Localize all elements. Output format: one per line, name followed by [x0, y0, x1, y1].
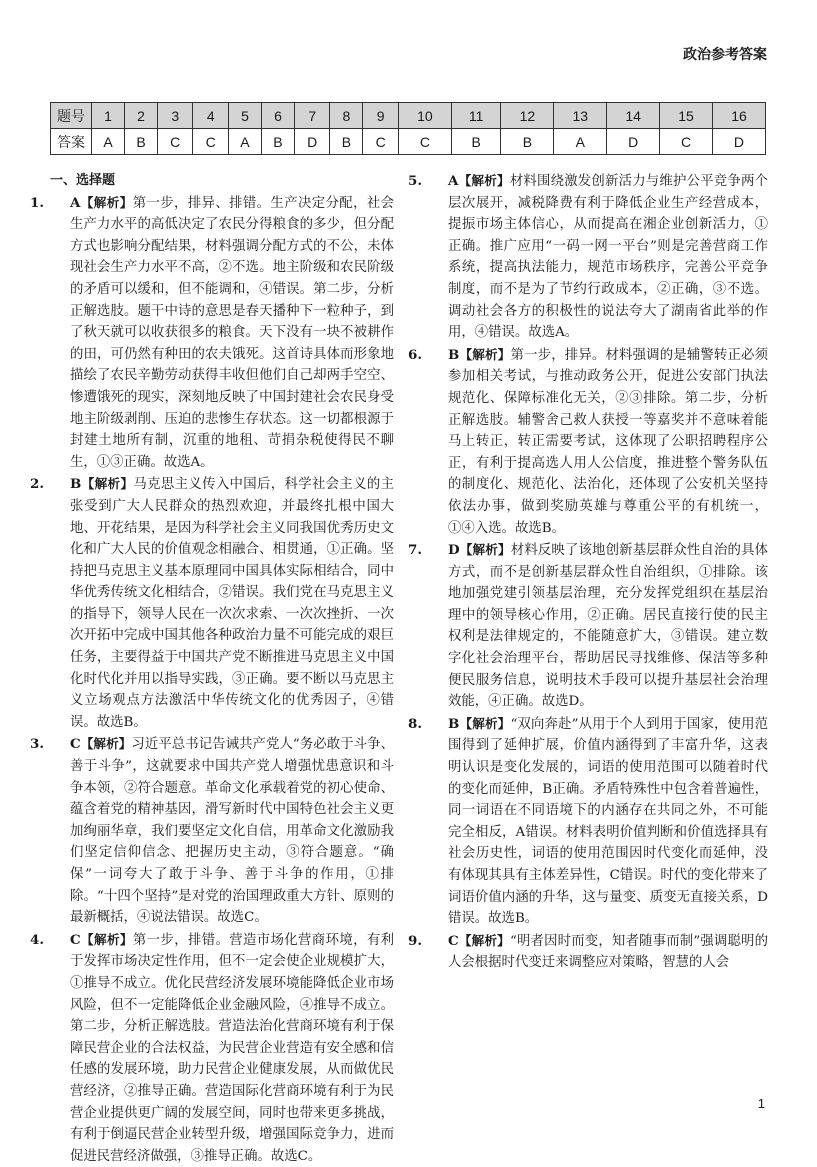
- explanation-item: [408, 930, 768, 974]
- item-text: 第一步，排异。材料强调的是辅警转正必须参加相关考试，与推动政务公开，促进公安部门执法规范化、保障标准化无关，②③排除。第二步，分析正解选肢。辅警舍己救人获授一等嘉奖并不意味着能马上转正，转正需要考试，这体现了公职招聘程序公正，有利于提高选人用人公信度，推进整个警务队伍的制度化、规范化、法治化，还体现了公安机关坚持依法办事，做到奖励英雄与尊重公平的有机统一，①④入选。故选B。: [448, 347, 768, 536]
- item-analysis-tag: 【解析】: [458, 932, 510, 948]
- answer-row: [51, 129, 766, 155]
- question-number-cell: 9: [363, 103, 398, 129]
- question-number-cell: 11: [451, 103, 501, 129]
- item-text: 习近平总书记告诫共产党人“务必敢于斗争、善于斗争”，这就要求中国共产党人增强忧患意识和斗争本领，②符合题意。革命文化承载着党的初心使命、蕴含着党的精神基因，滑写新时代中国特色社会主义更加绚丽华章，我们要坚定文化自信，用革命文化激励我们坚定信仰信念、把握历史主动，③符合题意。“确保”一词夸大了敢于斗争、善于斗争的作用，①排除。“十四个坚持”是对党的治国理政重大方针、原则的最新概括，④说法错误。故选C。: [70, 737, 394, 926]
- item-answer: A: [448, 173, 459, 189]
- explanation-item: [408, 170, 768, 344]
- answer-cell: A: [228, 129, 261, 155]
- item-number: 3.: [30, 736, 44, 753]
- item-text: 第一步，排错。营造市场化营商环境，有利于发挥市场决定性作用，但不一定会使企业规模扩大，①推导不成立。优化民营经济发展环境能降低企业市场风险，但不一定能降低企业金融风险，④推导不成立。第二步，分析正解选肢。营造法治化营商环境有利于保障民营企业的合法权益，为民营企业营造有安全感和信任感的发展环境，助力民营企业健康发展，从而做优民营经济，②推导正确。营造国际化营商环境有利于为民营企业提供更广阔的发展空间，同时也带来更多挑战，有利于倒逼民营企业转型升级，增强国际竞争力，进而促进民营经济做强，③推导正确。故选C。: [70, 932, 395, 1164]
- item-analysis-tag: 【解析】: [80, 931, 133, 947]
- page-header-title: 政治参考答案: [683, 47, 767, 63]
- answer-cell: C: [158, 129, 193, 155]
- question-number-cell: 6: [261, 103, 294, 129]
- section-title: 一、选择题: [50, 173, 116, 188]
- item-analysis-tag: 【解析】: [81, 476, 134, 492]
- item-number: 7.: [408, 542, 422, 559]
- answer-cell: B: [125, 129, 158, 155]
- question-number-cell: 1: [92, 103, 125, 129]
- item-answer: C: [448, 932, 459, 949]
- item-number: 5.: [408, 173, 422, 189]
- item-answer: B: [448, 715, 460, 732]
- page-number: 1: [757, 1096, 765, 1111]
- explanation-item: [30, 733, 394, 928]
- question-number-cell: 2: [125, 103, 158, 129]
- explanation-item: [30, 929, 395, 1167]
- item-text: 材料围绕激发创新活力与维护公平竞争两个层次展开，减税降费有利于降低企业生产经营成本，提振市场主体信心，从而提高在湘企业创新活力，①正确。推广应用“一码一网一平台”则是完善营商工作系统，提高执法能力，规范市场秩序，完善公平竞争制度，而不是为了节约行政成本，②正确，③不选。调动社会各方的积极性的说法夸大了湖南省此举的作用，④错误。故选A。: [448, 174, 768, 341]
- answer-cell: B: [261, 129, 294, 155]
- item-number: 2.: [30, 476, 44, 493]
- item-number: 6.: [408, 346, 422, 363]
- item-answer: D: [448, 542, 460, 559]
- right-column: [408, 170, 769, 974]
- item-number: 8.: [408, 715, 422, 732]
- item-analysis-tag: 【解析】: [458, 173, 510, 188]
- question-number-cell: 5: [228, 103, 261, 129]
- answer-cell: D: [607, 129, 660, 155]
- item-answer: B: [70, 476, 82, 493]
- answer-cell: B: [501, 129, 554, 155]
- question-number-cell: 15: [660, 103, 713, 129]
- explanation-item: [408, 713, 768, 930]
- item-text: 第一步，排异、排错。生产决定分配，社会生产力水平的高低决定了农民分得粮食的多少，但分配方式也影响分配结果，材料强调分配方式的不公，未体现社会生产力水平不高，②不选。地主阶级和农民阶级的矛盾可以缓和，但不能调和，④错误。第二步，分析正解选肢。题干中诗的意思是春天播种下一粒种子，到了秋天就可以收获很多的粮食。天下没有一块不被耕作的田，可仍然有种田的农夫饿死。这首诗具体而形象地描绘了农民辛勤劳动获得丰收但他们自己却两手空空、惨遭饿死的现实，深刻地反映了中国封建社会农民身受地主阶级剥削、压迫的悲惨生存状态。这一切都根源于封建土地所有制，沉重的地租、苛捐杂税使得民不聊生，①③正确。故选A。: [70, 195, 395, 470]
- question-number-cell: 10: [398, 103, 451, 129]
- item-number: 9.: [408, 932, 422, 949]
- answer-cell: C: [398, 129, 451, 155]
- question-number-label: 题号: [51, 103, 92, 129]
- item-answer: C: [70, 931, 81, 948]
- left-column: [30, 170, 395, 1167]
- explanation-item: [30, 473, 395, 733]
- answer-cell: D: [294, 129, 329, 155]
- question-number-cell: 12: [501, 103, 554, 129]
- answer-cell: C: [363, 129, 398, 155]
- explanation-item: [30, 192, 395, 474]
- item-text: “明者因时而变，知者随事而制”强调聪明的人会根据时代变迁来调整应对策略，智慧的人会: [448, 933, 768, 971]
- item-analysis-tag: 【解析】: [80, 736, 132, 752]
- answer-cell: B: [451, 129, 501, 155]
- item-analysis-tag: 【解析】: [80, 194, 133, 210]
- question-number-cell: 8: [330, 103, 363, 129]
- item-number: 1.: [30, 194, 44, 211]
- question-number-cell: 3: [158, 103, 193, 129]
- item-analysis-tag: 【解析】: [459, 346, 511, 362]
- item-answer: B: [448, 346, 460, 363]
- question-number-cell: 7: [294, 103, 329, 129]
- item-analysis-tag: 【解析】: [459, 715, 511, 731]
- item-answer: C: [70, 736, 81, 753]
- answer-label: 答案: [51, 129, 92, 155]
- explanation-item: [408, 539, 769, 713]
- answer-cell: C: [193, 129, 228, 155]
- item-answer: A: [70, 194, 81, 211]
- item-text: “双向奔赴”从用于个人到用于国家，使用范围得到了延伸扩展，价值内涵得到了丰富升华，这表明认识是变化发展的，词语的使用范围可以随着时代的变化而延伸，B正确。矛盾特殊性中包含着普遍性，同一词语在不同语境下的内涵存在共同之外，不可能完全相反，A错误。材料表明价值判断和价值选择具有社会历史性，词语的使用范围因时代变化而延伸，没有体现其具有主体差异性，C错误。时代的变化带来了词语价值内涵的升华，这与量变、质变无直接关系，D错误。故选B。: [448, 716, 768, 927]
- question-number-cell: 13: [554, 103, 607, 129]
- answer-cell: D: [712, 129, 765, 155]
- explanation-item: [408, 344, 768, 539]
- question-number-row: [51, 103, 766, 129]
- item-text: 材料反映了该地创新基层群众性自治的具体方式，而不是创新基层群众性自治组织，①排除。该地加强党建引领基层治理，充分发挥党组织在基层治理中的领导核心作用，②正确。居民直接行使的民主权利是法律规定的，不能随意扩大，③错误。建立数字化社会治理平台，帮助居民寻找维修、保洁等多种便民服务信息，说明技术手段可以提升基层社会治理效能，④正确。故选D。: [448, 543, 769, 710]
- answer-cell: A: [554, 129, 607, 155]
- item-analysis-tag: 【解析】: [459, 542, 511, 558]
- item-number: 4.: [30, 931, 44, 948]
- question-number-cell: 16: [712, 103, 765, 129]
- question-number-cell: 14: [607, 103, 660, 129]
- answer-cell: A: [92, 129, 125, 155]
- answer-cell: C: [660, 129, 713, 155]
- item-text: 马克思主义传入中国后，科学社会主义的主张受到广大人民群众的热烈欢迎，并最终扎根中国大地、开花结果，是因为科学社会主义同我国优秀历史文化和广大人民的价值观念相融合、相贯通，①正确。坚持把马克思主义基本原理同中国具体实际相结合，同中华优秀传统文化相结合，②错误。我们党在马克思主义的指导下，领导人民在一次次求索、一次次挫折、一次次开拓中完成中国其他各种政治力量不可能完成的艰巨任务，主要得益于中国共产党不断推进马克思主义中国化时代化并用以指导实践，③正确。要不断以马克思主义立场观点方法激活中华传统文化的优秀因子，④错误。故选B。: [70, 477, 395, 730]
- answer-cell: B: [330, 129, 363, 155]
- question-number-cell: 4: [193, 103, 228, 129]
- answer-table: [50, 102, 766, 155]
